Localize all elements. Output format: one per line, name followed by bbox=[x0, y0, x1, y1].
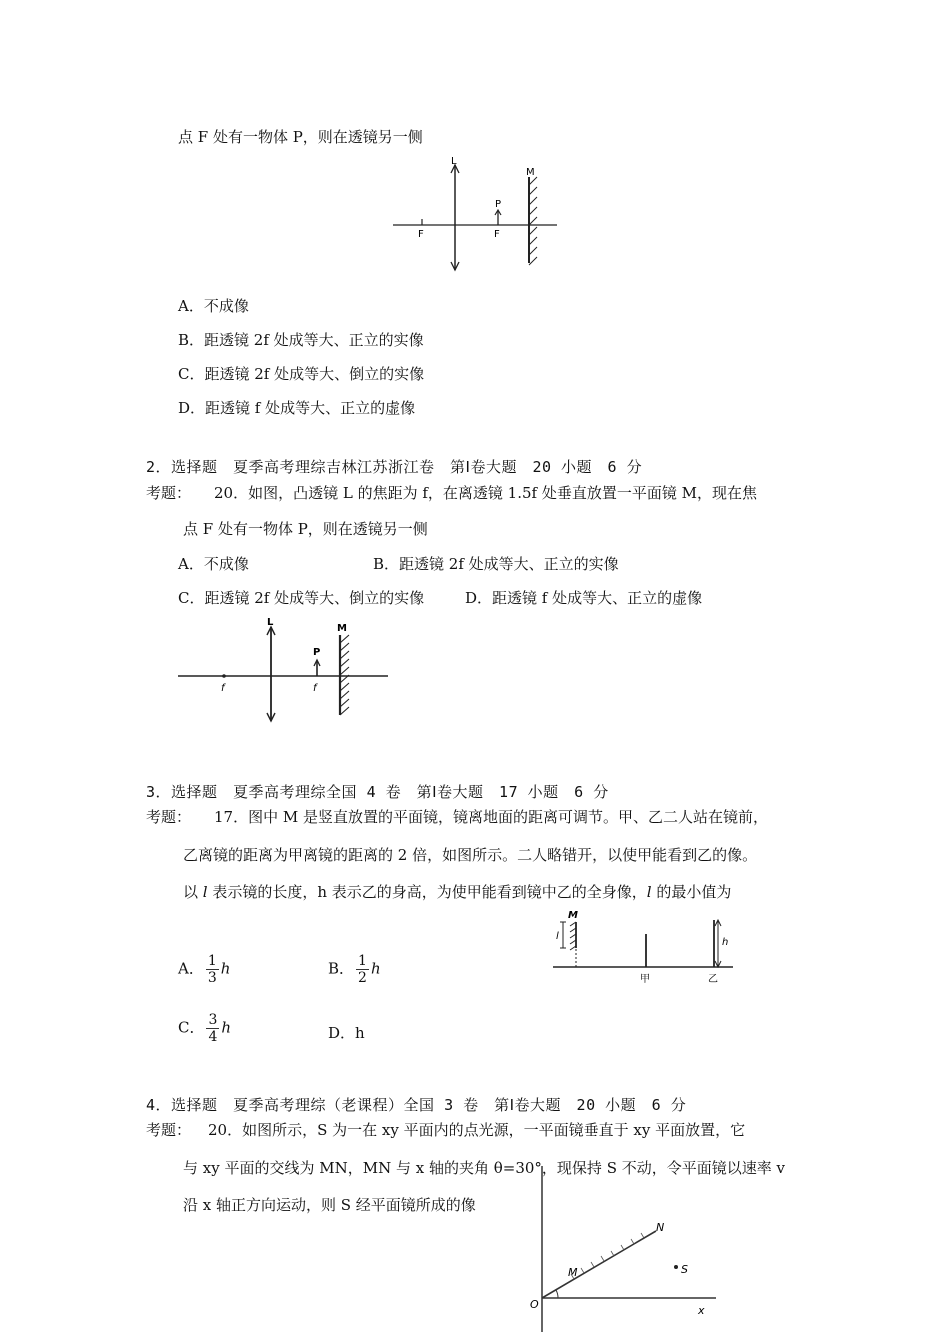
s1-option-a: A．不成像 bbox=[178, 297, 249, 315]
s4-fig-label-x: x bbox=[698, 1304, 705, 1317]
s3-fig-label-M: M bbox=[568, 910, 578, 921]
s2-continuation: 点 F 处有一物体 P，则在透镜另一侧 bbox=[183, 520, 428, 538]
s1-fig-label-P: P bbox=[495, 199, 502, 210]
s1-option-b: B．距透镜 2f 处成等大、正立的实像 bbox=[178, 331, 424, 349]
s3-header: 3．选择题 夏季高考理综全国 4 卷 第Ⅰ卷大题 17 小题 6 分 bbox=[146, 783, 609, 801]
s3-option-a: A． $\frac{1}{3}$ h bbox=[178, 953, 231, 986]
s3-option-c: C． $\frac{3}{4}$ h bbox=[178, 1012, 232, 1045]
s3-option-b: B． $\frac{1}{2}$ h bbox=[328, 953, 381, 986]
s3-question: 17．图中 M 是竖直放置的平面镜，镜离地面的距离可调节。甲、乙二人站在镜前， bbox=[214, 808, 768, 826]
s2-fig-label-M: M bbox=[337, 623, 347, 634]
s3-question-line3: 以 l 表示镜的长度，h 表示乙的身高，为使甲能看到镜中乙的全身像，l 的最小值为 bbox=[183, 883, 732, 901]
s3-fig-label-l: l bbox=[556, 931, 559, 942]
s1-fig-label-F-left: F bbox=[418, 229, 424, 240]
s4-header: 4．选择题 夏季高考理综（老课程）全国 3 卷 第Ⅰ卷大题 20 小题 6 分 bbox=[146, 1096, 687, 1114]
s4-fig-label-N: N bbox=[656, 1221, 665, 1234]
s4-fig-label-S: S bbox=[681, 1263, 688, 1276]
s2-fig-label-f-right: f bbox=[313, 683, 317, 694]
s3-figure-mirror-people bbox=[548, 908, 738, 988]
s1-continuation: 点 F 处有一物体 P，则在透镜另一侧 bbox=[178, 128, 423, 146]
s2-option-d: D．距透镜 f 处成等大、正立的虚像 bbox=[465, 589, 703, 607]
s4-fig-label-O: O bbox=[530, 1298, 539, 1311]
s2-option-b: B．距透镜 2f 处成等大、正立的实像 bbox=[373, 555, 619, 573]
s2-fig-label-P: P bbox=[313, 647, 321, 658]
s2-fig-label-L: L bbox=[267, 617, 274, 628]
s4-question: 20．如图所示，S 为一在 xy 平面内的点光源，一平面镜垂直于 xy 平面放置，它 bbox=[208, 1121, 746, 1139]
s3-var-l-2: l bbox=[646, 883, 652, 901]
s2-option-c: C．距透镜 2f 处成等大、倒立的实像 bbox=[178, 589, 425, 607]
s2-question: 20．如图，凸透镜 L 的焦距为 f，在离透镜 1.5f 处垂直放置一平面镜 M，现在焦 bbox=[214, 484, 757, 502]
s4-label: 考题： bbox=[146, 1121, 192, 1139]
s1-option-d: D．距透镜 f 处成等大、正立的虚像 bbox=[178, 399, 416, 417]
s2-label: 考题： bbox=[146, 484, 192, 502]
s3-option-a-fraction: $\frac{1}{3}$ bbox=[207, 953, 217, 986]
s3-fig-label-jia: 甲 bbox=[640, 974, 650, 985]
s3-fig-label-h: h bbox=[722, 937, 729, 948]
s4-question-line2: 与 xy 平面的交线为 MN，MN 与 x 轴的夹角 θ=30°，现保持 S 不动，令平面镜以速率 v bbox=[183, 1159, 785, 1177]
s2-fig-label-f-left: f bbox=[221, 683, 225, 694]
s3-question-line2: 乙离镜的距离为甲离镜的距离的 2 倍，如图所示。二人略错开，以使甲能看到乙的像。 bbox=[183, 846, 758, 864]
s2-header: 2．选择题 夏季高考理综吉林江苏浙江卷 第Ⅰ卷大题 20 小题 6 分 bbox=[146, 458, 643, 476]
s4-question-line3: 沿 x 轴正方向运动，则 S 经平面镜所成的像 bbox=[183, 1196, 476, 1214]
s2-figure-lens-mirror bbox=[172, 615, 394, 727]
s1-fig-label-L: L bbox=[451, 156, 457, 167]
s3-option-c-fraction: $\frac{3}{4}$ bbox=[208, 1012, 218, 1045]
s2-option-a: A．不成像 bbox=[178, 555, 249, 573]
s1-fig-label-M: M bbox=[526, 167, 535, 178]
s1-figure-lens-mirror bbox=[385, 155, 565, 275]
s3-fig-label-yi: 乙 bbox=[708, 974, 718, 985]
s4-fig-label-M: M bbox=[568, 1266, 578, 1279]
s1-option-c: C．距透镜 2f 处成等大、倒立的实像 bbox=[178, 365, 425, 383]
s3-var-l: l bbox=[202, 883, 208, 901]
s1-fig-label-F-right: F bbox=[494, 229, 500, 240]
s3-option-b-fraction: $\frac{1}{2}$ bbox=[358, 953, 367, 986]
s3-option-d: D．h bbox=[328, 1024, 365, 1042]
s4-figure-xy-plane bbox=[528, 1160, 728, 1340]
s3-label: 考题： bbox=[146, 808, 192, 826]
